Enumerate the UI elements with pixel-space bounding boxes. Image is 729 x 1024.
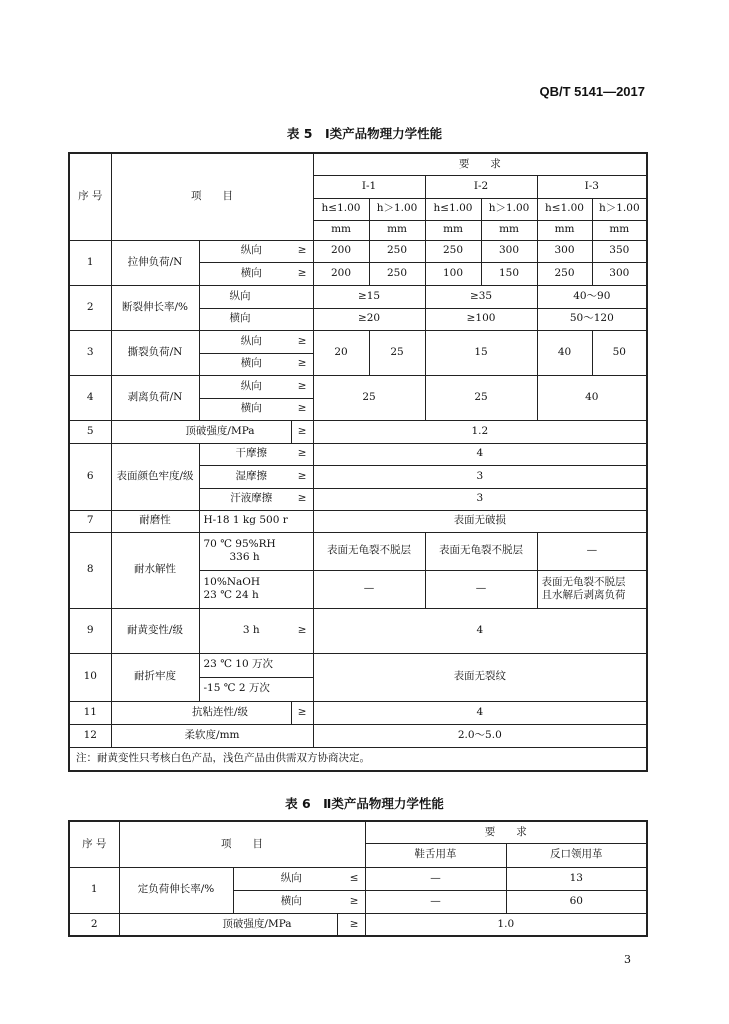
grade-1: Ⅰ-1: [313, 175, 425, 198]
row-number: 8: [69, 532, 111, 608]
header-item: 项 目: [111, 153, 313, 240]
comparator: ≥: [291, 353, 313, 375]
sub-item-label: 湿摩擦: [199, 465, 291, 488]
value-cell: 350: [592, 240, 647, 262]
row-number: 1: [69, 867, 119, 913]
comparator: ≥: [291, 420, 313, 443]
unit: mm: [425, 220, 481, 240]
value-cell: 40: [537, 330, 592, 375]
table6: [68, 820, 648, 937]
value-cell: ≥15: [313, 285, 425, 308]
table6-caption: 表 6 Ⅱ类产品物理力学性能: [285, 796, 444, 811]
value-cell: —: [313, 570, 425, 608]
value-cell: 50～120: [537, 308, 647, 330]
value-cell: 40: [537, 375, 647, 420]
value-cell: —: [425, 570, 537, 608]
row-number: 4: [69, 375, 111, 420]
item-name: 断裂伸长率/%: [111, 285, 199, 330]
item-name: 柔软度/mm: [111, 724, 313, 747]
comparator: ≥: [291, 398, 313, 420]
comparator: ≥: [291, 375, 313, 398]
test-condition: 23 ℃ 24 h: [203, 589, 259, 601]
unit: mm: [592, 220, 647, 240]
row-number: 1: [69, 240, 111, 285]
value-cell: 50: [592, 330, 647, 375]
unit: mm: [313, 220, 369, 240]
value-cell: 60: [506, 890, 647, 913]
comparator: ≥: [337, 913, 365, 936]
value-cell: —: [365, 890, 506, 913]
page-number: 3: [624, 953, 631, 966]
value-cell: 25: [369, 330, 425, 375]
sub-item-label: 汗液摩擦: [199, 488, 291, 510]
header-seq: 序 号: [69, 153, 111, 240]
value-cell: 40～90: [537, 285, 647, 308]
test-condition: 70 ℃ 95%RH: [203, 537, 276, 550]
value-cell: 250: [425, 240, 481, 262]
table5-caption: 表 5 Ⅰ类产品物理力学性能: [286, 126, 443, 141]
row-number: 2: [69, 285, 111, 330]
value-cell: 300: [537, 240, 592, 262]
direction-label: 纵向: [233, 867, 337, 890]
value-cell: 200: [313, 240, 369, 262]
item-name: 抗粘连性/级: [111, 701, 291, 724]
value-cell: 250: [369, 240, 425, 262]
value-cell: 300: [592, 262, 647, 285]
row-number: 9: [69, 608, 111, 653]
item-name: 顶破强度/MPa: [111, 420, 291, 443]
value-cell: 20: [313, 330, 369, 375]
header-requirement: 要 求: [313, 153, 647, 175]
value-cell: 2.0～5.0: [313, 724, 647, 747]
item-name: 剥离负荷/N: [111, 375, 199, 420]
test-condition: 10%NaOH: [203, 575, 261, 588]
value-cell: 150: [481, 262, 537, 285]
direction-label: 横向: [233, 890, 337, 913]
value-cell: 300: [481, 240, 537, 262]
thickness-gt: h＞1.00: [481, 198, 537, 220]
value-cell: 且水解后剥离负荷: [541, 589, 626, 601]
value-cell: 25: [313, 375, 425, 420]
header-item: 项 目: [119, 821, 365, 867]
item-name: 耐水解性: [111, 532, 199, 608]
direction-label: 横向: [199, 398, 291, 420]
direction-label: 纵向: [199, 240, 291, 262]
header-seq: 序 号: [69, 821, 119, 867]
direction-label: 纵向: [199, 330, 291, 353]
value-cell: —: [365, 867, 506, 890]
value-cell: 3: [313, 488, 647, 510]
header-requirement: 要 求: [365, 821, 647, 843]
value-cell: 1.2: [313, 420, 647, 443]
test-condition: -15 ℃ 2 万次: [199, 677, 313, 701]
row-number: 2: [69, 913, 119, 936]
value-cell: ≥100: [425, 308, 537, 330]
unit: mm: [369, 220, 425, 240]
column-collar-leather: 反口领用革: [506, 843, 647, 867]
item-name: 定负荷伸长率/%: [119, 867, 233, 913]
value-cell: 13: [506, 867, 647, 890]
value-cell: 4: [313, 701, 647, 724]
comparator: ≥: [291, 488, 313, 510]
row-number: 11: [69, 701, 111, 724]
comparator: ≥: [291, 262, 313, 285]
thickness-gt: h＞1.00: [369, 198, 425, 220]
value-cell: —: [537, 532, 647, 570]
value-cell: 250: [369, 262, 425, 285]
grade-3: Ⅰ-3: [537, 175, 647, 198]
thickness-le: h≤1.00: [537, 198, 592, 220]
value-cell: 3: [313, 465, 647, 488]
direction-label: 横向: [199, 262, 291, 285]
thickness-gt: h＞1.00: [592, 198, 647, 220]
comparator: ≥: [291, 701, 313, 724]
value-cell: 表面无龟裂不脱层: [425, 532, 537, 570]
value-cell: 表面无破损: [313, 510, 647, 532]
direction-label: 横向: [199, 353, 291, 375]
comparator: ≥: [291, 608, 313, 653]
row-number: 6: [69, 443, 111, 510]
test-condition: H-18 1 kg 500 r: [199, 510, 313, 532]
row-number: 10: [69, 653, 111, 701]
comparator: ≥: [337, 890, 365, 913]
test-condition: 336 h: [229, 551, 260, 563]
grade-2: Ⅰ-2: [425, 175, 537, 198]
direction-label: 纵向: [199, 285, 313, 308]
comparator: ≥: [291, 330, 313, 353]
value-cell: 表面无裂纹: [313, 653, 647, 701]
table5: [68, 152, 648, 772]
sub-item-label: 干摩擦: [199, 443, 291, 465]
comparator: ≥: [291, 240, 313, 262]
value-cell: 4: [313, 443, 647, 465]
value-cell: 表面无龟裂不脱层: [313, 532, 425, 570]
value-cell: 15: [425, 330, 537, 375]
value-cell: ≥20: [313, 308, 425, 330]
value-cell: 200: [313, 262, 369, 285]
test-condition: 3 h: [199, 608, 291, 653]
row-number: 3: [69, 330, 111, 375]
item-name: 顶破强度/MPa: [119, 913, 337, 936]
unit: mm: [537, 220, 592, 240]
test-condition: 23 ℃ 10 万次: [199, 653, 313, 677]
value-cell: 表面无龟裂不脱层: [541, 575, 626, 588]
item-name: 表面颜色牢度/级: [111, 443, 199, 510]
value-cell: 4: [313, 608, 647, 653]
thickness-le: h≤1.00: [425, 198, 481, 220]
value-cell: 25: [425, 375, 537, 420]
value-cell: 1.0: [365, 913, 647, 936]
standard-number: QB/T 5141—2017: [539, 84, 645, 99]
item-name: 耐折牢度: [111, 653, 199, 701]
row-number: 12: [69, 724, 111, 747]
thickness-le: h≤1.00: [313, 198, 369, 220]
comparator: ≤: [337, 867, 365, 890]
column-tongue-leather: 鞋舌用革: [365, 843, 506, 867]
direction-label: 横向: [199, 308, 313, 330]
value-cell: ≥35: [425, 285, 537, 308]
value-cell: 250: [537, 262, 592, 285]
comparator: ≥: [291, 465, 313, 488]
item-name: 耐磨性: [111, 510, 199, 532]
table-note: 注：耐黄变性只考核白色产品，浅色产品由供需双方协商决定。: [69, 747, 647, 771]
direction-label: 纵向: [199, 375, 291, 398]
row-number: 7: [69, 510, 111, 532]
item-name: 拉伸负荷/N: [111, 240, 199, 285]
unit: mm: [481, 220, 537, 240]
item-name: 耐黄变性/级: [111, 608, 199, 653]
item-name: 撕裂负荷/N: [111, 330, 199, 375]
row-number: 5: [69, 420, 111, 443]
value-cell: 100: [425, 262, 481, 285]
comparator: ≥: [291, 443, 313, 465]
